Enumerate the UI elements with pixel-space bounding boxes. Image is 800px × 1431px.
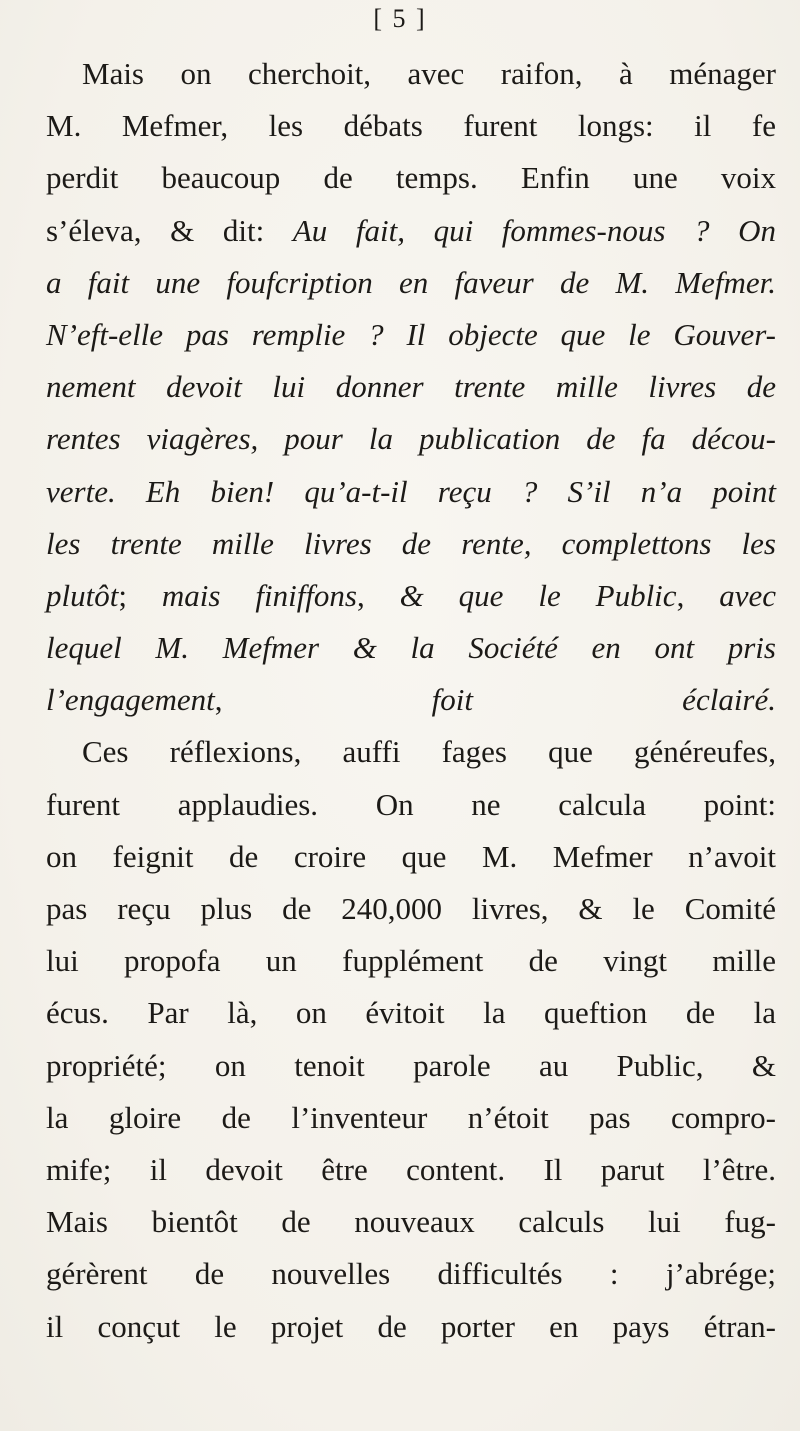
roman-text: Mais on cherchoit, avec raifon, à ménager	[82, 56, 776, 91]
roman-text: propriété; on tenoit parole au Public, &	[46, 1047, 776, 1083]
page-number: [ 5 ]	[373, 4, 427, 33]
text-line	[46, 1196, 776, 1248]
roman-text: mife; il devoit être content. Il parut l’être.	[46, 1151, 776, 1187]
text-line	[46, 935, 776, 987]
text-line	[46, 1144, 776, 1196]
text-line	[46, 152, 776, 204]
text-line	[46, 518, 776, 570]
roman-text: ,	[214, 682, 432, 718]
roman-text: Ces réflexions, auffi fages que généreufes,	[82, 734, 776, 770]
roman-text: M. Mefmer, les débats furent longs: il fe	[46, 108, 776, 144]
text-line	[46, 779, 776, 831]
italic-text: Au fait, qui fommes-nous ? On	[292, 212, 777, 248]
italic-text: nement devoit lui donner trente mille livres de	[46, 369, 776, 405]
text-line	[46, 100, 776, 152]
text-line	[46, 361, 776, 413]
roman-text: s’éleva, & dit:	[46, 212, 293, 248]
italic-text: mais finiffons	[161, 577, 357, 613]
text-line	[46, 831, 776, 883]
roman-text: perdit beaucoup de temps. Enfin une voix	[46, 160, 776, 196]
text-line	[46, 413, 776, 465]
italic-text: lequel M. Mefmer & la Société en ont pris	[46, 630, 776, 666]
roman-text: lui propofa un fupplément de vingt mille	[46, 943, 776, 979]
roman-text: ,	[356, 577, 400, 613]
italic-text: rentes viagères, pour la publication de fa décou-	[46, 421, 776, 457]
text-line	[46, 466, 776, 518]
text-line	[46, 987, 776, 1039]
italic-text: N’eft-elle pas remplie ? Il objecte que le Gouver-	[46, 316, 776, 352]
text-line	[46, 726, 776, 778]
italic-text: foit éclairé.	[431, 682, 776, 718]
roman-text: ,	[676, 577, 720, 613]
italic-text: & que le Public	[399, 577, 677, 613]
text-line	[46, 1040, 776, 1092]
italic-text: plutôt	[46, 577, 119, 613]
roman-text: on feignit de croire que M. Mefmer n’avoit	[46, 838, 776, 874]
text-line	[46, 570, 776, 622]
text-line	[46, 1301, 776, 1353]
text-line	[46, 622, 776, 674]
roman-text: Mais bientôt de nouveaux calculs lui fug-	[46, 1204, 776, 1240]
italic-text: a fait une foufcription en faveur de M. Mefmer.	[46, 264, 776, 300]
italic-text: l’engagement	[46, 682, 215, 718]
roman-text: il conçut le projet de porter en pays étran-	[46, 1308, 776, 1344]
text-line	[46, 205, 776, 257]
roman-text: pas reçu plus de 240,000 livres, & le Comité	[46, 891, 776, 926]
text-line	[46, 1248, 776, 1300]
roman-text: furent applaudies. On ne calcula point:	[46, 786, 776, 822]
italic-text: les trente mille livres de rente, complettons les	[46, 525, 776, 561]
text-line	[46, 257, 776, 309]
italic-text: verte. Eh bien! qu’a-t-il reçu ? S’il n’a point	[46, 473, 776, 509]
body-text	[46, 48, 776, 1353]
text-line	[46, 674, 776, 726]
roman-text: la gloire de l’inventeur n’étoit pas compro-	[46, 1099, 776, 1135]
roman-text: gérèrent de nouvelles difficultés : j’abrége;	[46, 1256, 776, 1292]
text-line	[46, 48, 776, 100]
italic-text: avec	[719, 577, 777, 613]
roman-text: écus. Par là, on évitoit la queftion de la	[46, 995, 776, 1031]
text-line	[46, 309, 776, 361]
text-line	[46, 1092, 776, 1144]
roman-text: ;	[118, 577, 162, 613]
text-line	[46, 883, 776, 935]
